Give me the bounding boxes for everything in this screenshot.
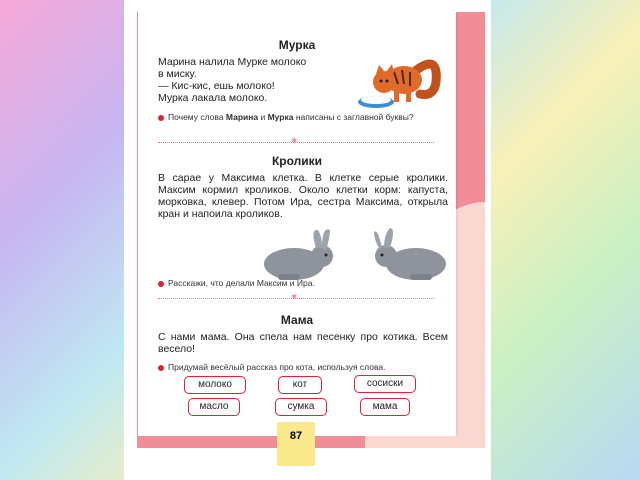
word-card-mama: мама [360, 398, 410, 416]
story3-text: С нами мама. Она спела нам песенку про котика. Всем весело! [158, 331, 448, 355]
bullet-icon [158, 281, 164, 287]
story2-title: Кролики [271, 154, 323, 168]
story1-line-3: — Кис-кис, ешь молоко! [158, 80, 275, 92]
textbook-page [138, 12, 456, 436]
rabbits-illustration [258, 224, 454, 284]
word-card-sosiski: сосиски [354, 375, 416, 393]
cat-with-bowl-illustration [354, 42, 442, 114]
story1-text [158, 56, 358, 104]
bullet-icon [158, 115, 164, 121]
story2-text: В сарае у Максима клетка. В клетке серые кролики. Максим кормил кроликов. Около клетки корм: капуста, морковка, клевер. Потом Ира, сестра Максима, открыла кран и напоила кроликов. [158, 172, 448, 220]
story1-line-2: в миску. [158, 68, 197, 80]
section-divider [158, 292, 434, 303]
star-icon: ✶ [290, 136, 299, 147]
rabbit-left [264, 229, 333, 280]
word-card-maslo: масло [188, 398, 240, 416]
story1-title: Мурка [278, 38, 316, 52]
story3-title: Мама [280, 313, 314, 327]
story1-line-1: Марина налила Мурке молоко [158, 56, 307, 68]
star-icon: ✶ [290, 292, 299, 303]
word-card-kot: кот [278, 376, 322, 394]
bullet-icon [158, 365, 164, 371]
story3-task: Придумай весёлый рассказ про кота, используя слова. [158, 362, 448, 372]
word-card-moloko: молоко [184, 376, 246, 394]
story2-question: Расскажи, что делали Максим и Ира. [158, 278, 448, 288]
section-divider [158, 136, 434, 147]
rabbit-right [374, 228, 446, 280]
story1-question: Почему слова Марина и Мурка написаны с заглавной буквы? [158, 112, 448, 122]
word-card-sumka: сумка [275, 398, 327, 416]
story1-line-4: Мурка лакала молоко. [158, 92, 268, 104]
page-number: 87 [277, 422, 315, 466]
